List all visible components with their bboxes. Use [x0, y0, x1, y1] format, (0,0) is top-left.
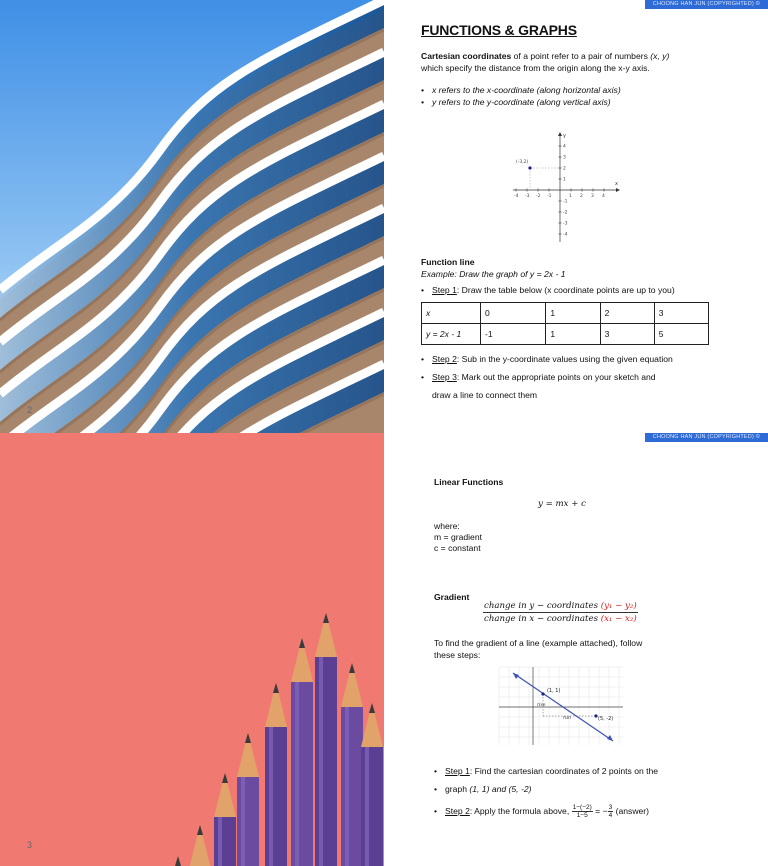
x-tick-label: 4: [602, 194, 605, 199]
building-photo: [0, 0, 384, 433]
x-tick-label: 2: [580, 194, 583, 199]
values-table: [421, 302, 709, 345]
table-cell: x: [422, 303, 481, 324]
gradient-formula: [483, 601, 638, 624]
bullet-y: • y refers to the y-coordinate (along vertical axis): [421, 96, 751, 108]
gradient-steps: [434, 763, 734, 819]
x-tick-label: -4: [514, 194, 519, 199]
step1-list: [421, 284, 751, 296]
rise-label: rise: [537, 703, 546, 708]
linear-equation: y = mx + c: [538, 499, 586, 509]
y-arrow: [558, 132, 562, 136]
table-cell: 2: [600, 303, 654, 324]
pencil-body: [361, 747, 383, 866]
function-example: Example: Draw the graph of y = 2x - 1: [421, 269, 566, 279]
pencil-body: [214, 817, 236, 866]
pencil-body: [237, 777, 259, 866]
y-tick-label: 4: [563, 144, 566, 150]
run-label: run: [563, 716, 571, 721]
copyright-header: CHOONG HAN JUN (COPYRIGHTED) ©: [645, 0, 768, 9]
point-1: [541, 692, 544, 695]
numerator-red: (y₁ − y₂): [600, 601, 637, 611]
pencil-highlight: [269, 727, 273, 866]
g-step2-text: : Apply the formula above,: [469, 806, 572, 816]
table-cell: 1: [546, 324, 600, 345]
x-tick-label: -3: [525, 194, 530, 199]
bullet-x: • x refers to the x-coordinate (along horizontal axis): [421, 84, 751, 96]
pencil-highlight: [241, 777, 245, 866]
table-cell: 3: [654, 303, 708, 324]
gradient-graph-figure: [497, 665, 625, 747]
page-title: FUNCTIONS & GRAPHS: [421, 22, 577, 38]
g-step1-pre: graph: [445, 784, 470, 794]
intro-paragraph: [421, 50, 751, 74]
intro-xy: (x, y): [650, 51, 670, 61]
pencil-highlight: [295, 682, 299, 866]
y-tick-label: -1: [563, 199, 568, 205]
x-tick-label: 3: [591, 194, 594, 199]
intro-text: of a point refer to a pair of numbers: [511, 51, 651, 61]
step1-text: : Draw the table below (x coordinate points are up to you): [456, 285, 675, 295]
g-step2-label: Step 2: [445, 806, 470, 816]
x-tick-label: 1: [569, 194, 572, 199]
x-tick-label: -2: [536, 194, 541, 199]
step3-line2: [421, 388, 751, 403]
copyright-header: CHOONG HAN JUN (COPYRIGHTED) ©: [645, 433, 768, 442]
gradient-step1: [434, 763, 734, 779]
y-tick-label: 1: [563, 177, 566, 183]
point-1-label: (1, 1): [547, 688, 561, 694]
pencil-highlight: [365, 747, 369, 866]
c-definition: c = constant: [434, 543, 481, 553]
point-2-label: (5, -2): [598, 716, 614, 722]
gradient-step2: [434, 803, 734, 819]
y-tick-label: -2: [563, 210, 568, 216]
x-axis-label: x: [615, 181, 618, 187]
denominator-red: (x₁ − x₂): [600, 614, 637, 624]
pencil-highlight: [319, 657, 323, 866]
table-cell: y = 2x - 1: [422, 324, 481, 345]
function-heading: Function line: [421, 257, 475, 267]
gradient-numerator: [483, 601, 638, 613]
pencil-highlight: [345, 707, 349, 866]
step2-answer: (answer): [613, 806, 650, 816]
step2-frac-den: 1−5: [576, 812, 588, 820]
gradient-heading: Gradient: [434, 592, 470, 602]
x-tick-label: -1: [547, 194, 552, 199]
pencil-highlight: [218, 817, 222, 866]
g-step1-text: : Find the cartesian coordinates of 2 points on the: [469, 766, 659, 776]
step2-frac-num: 1−(−2): [572, 804, 592, 812]
step3-line2-text: draw a line to connect them: [432, 390, 538, 400]
table-cell: 1: [546, 303, 600, 324]
pencils-photo: [0, 433, 384, 866]
point-label: (-3,2): [516, 160, 529, 165]
step2-text: : Sub in the y-coordinate values using the given equation: [456, 354, 673, 364]
table-row: [422, 303, 709, 324]
step2-fraction: [572, 804, 593, 819]
intro-line2: which specify the distance from the origin along the x-y axis.: [421, 63, 650, 73]
step2-label: Step 2: [432, 354, 457, 364]
cartesian-axes-figure: [508, 130, 623, 248]
step2-res-den: 4: [608, 812, 613, 820]
intro-bold: Cartesian coordinates: [421, 51, 512, 61]
gradient-step1-line2: [434, 781, 734, 797]
y-tick-label: 2: [563, 166, 566, 172]
find-line2: these steps:: [434, 650, 481, 660]
table-row: [422, 324, 709, 345]
curved-building-image: [0, 0, 384, 433]
function-line-section: [421, 256, 751, 280]
page-number: 3: [27, 840, 33, 850]
table-cell: 5: [654, 324, 708, 345]
step2-equals: = −: [592, 806, 608, 816]
find-line1: To find the gradient of a line (example attached), follow: [434, 638, 643, 648]
y-tick-label: -3: [563, 221, 568, 227]
y-tick-label: -4: [563, 232, 568, 238]
g-step1-label: Step 1: [445, 766, 470, 776]
gradient-denominator: [483, 613, 638, 624]
step1-label: Step 1: [432, 285, 457, 295]
table-cell: 0: [481, 303, 546, 324]
pencil-body: [291, 682, 313, 866]
linear-heading: Linear Functions: [434, 477, 504, 487]
steps-list: [421, 352, 751, 403]
g-step1-coords: (1, 1) and (5, -2): [469, 784, 532, 794]
table-cell: 3: [600, 324, 654, 345]
step3-text: : Mark out the appropriate points on your sketch and: [456, 372, 656, 382]
page-number: 2: [27, 405, 33, 415]
plotted-point: [528, 166, 531, 169]
table-cell: -1: [481, 324, 546, 345]
find-gradient-text: [434, 637, 734, 661]
step3-item: [421, 370, 751, 385]
y-axis-label: y: [563, 133, 566, 139]
denominator-text: change in x − coordinates: [484, 614, 601, 624]
definitions: [434, 521, 634, 554]
numerator-text: change in y − coordinates: [484, 601, 601, 611]
page-3: [0, 433, 768, 866]
purple-pencils-image: [0, 433, 384, 866]
m-definition: m = gradient: [434, 532, 483, 542]
step2-res-num: 3: [608, 804, 613, 812]
step1-item: [421, 284, 751, 296]
step3-label: Step 3: [432, 372, 457, 382]
x-arrow: [616, 188, 620, 192]
y-tick-label: 3: [563, 155, 566, 161]
where-label: where:: [434, 521, 460, 531]
step2-item: [421, 352, 751, 367]
pencil-body: [315, 657, 337, 866]
pencil-body: [341, 707, 363, 866]
axis-bullets: [421, 84, 751, 108]
pencil-body: [265, 727, 287, 866]
